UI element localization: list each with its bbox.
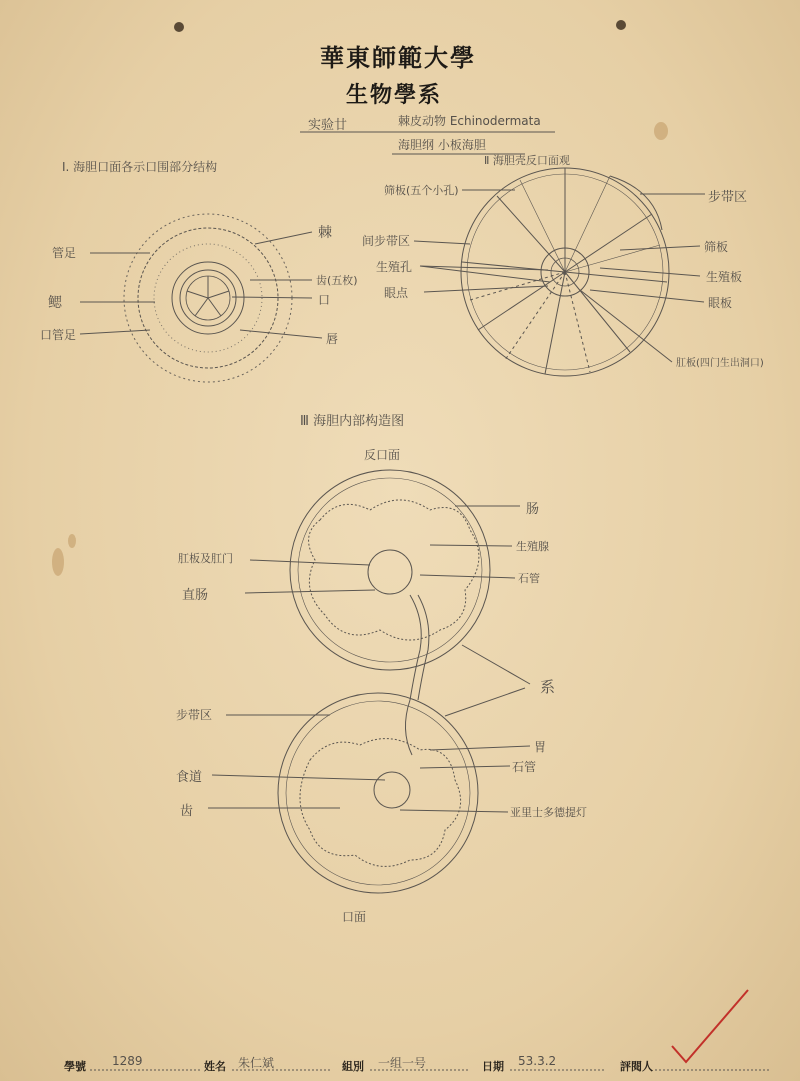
interior-aboral-drawing bbox=[290, 470, 490, 700]
label-aboral-surface: 反口面 bbox=[364, 448, 401, 462]
experiment-class: 海胆纲 小板海胆 bbox=[398, 138, 486, 152]
name-label: 姓名 bbox=[204, 1060, 226, 1073]
label-mesentery: 系 bbox=[540, 678, 556, 696]
name-value: 朱仁斌 bbox=[238, 1056, 275, 1070]
university-title: 華東師範大學 bbox=[320, 43, 476, 72]
label-gills: 鳃 bbox=[48, 295, 62, 311]
department-title: 生物學系 bbox=[346, 82, 443, 108]
label-stone-canal: 石管 bbox=[518, 572, 540, 585]
grader-label: 評閱人 bbox=[620, 1060, 653, 1073]
label-oral-tube-feet: 口管足 bbox=[40, 328, 77, 342]
experiment-number: 实验廿 bbox=[308, 118, 348, 133]
label-gonad: 生殖腺 bbox=[516, 540, 549, 553]
section1-title: I. 海胆口面各示口围部分结构 bbox=[62, 160, 218, 174]
label-rectum: 直肠 bbox=[182, 588, 209, 603]
label-interambulacral: 间步带区 bbox=[362, 234, 411, 248]
student-no-value: 1289 bbox=[112, 1054, 143, 1068]
label-tube-feet: 管足 bbox=[52, 246, 77, 260]
label-anal-plate: 肛板(四门生出洞口) bbox=[676, 358, 764, 369]
label-oral-surface: 口面 bbox=[342, 910, 367, 924]
label-intestine: 肠 bbox=[526, 502, 540, 517]
label-stomach: 胃 bbox=[534, 740, 547, 754]
label-genital-plate: 生殖板 bbox=[706, 270, 743, 284]
label-spine: 棘 bbox=[318, 225, 332, 241]
label-eye-spot: 眼点 bbox=[384, 286, 409, 300]
label-aristotle-lantern: 亚里士多德提灯 bbox=[510, 806, 587, 819]
interior-oral-drawing bbox=[278, 693, 478, 893]
label-anus-region: 肛板及肛门 bbox=[178, 552, 233, 565]
label-stone-canal-2: 石管 bbox=[512, 760, 537, 774]
date-label: 日期 bbox=[482, 1060, 504, 1073]
group-label: 組別 bbox=[342, 1060, 364, 1073]
experiment-phylum: 棘皮动物 Echinodermata bbox=[398, 114, 541, 128]
check-mark-icon bbox=[672, 990, 748, 1062]
label-madreporite: 筛板(五个小孔) bbox=[384, 184, 459, 197]
label-ocular-plate: 眼板 bbox=[708, 296, 733, 310]
section3-title: Ⅲ 海胆内部构造图 bbox=[300, 414, 405, 429]
label-teeth-2: 齿 bbox=[180, 804, 194, 819]
label-madreporic-plate: 筛板 bbox=[704, 240, 729, 254]
label-mouth: 口 bbox=[318, 293, 331, 307]
label-teeth: 齿(五枚) bbox=[316, 274, 358, 287]
oral-view-drawing bbox=[124, 214, 292, 382]
label-esophagus: 食道 bbox=[176, 770, 203, 785]
label-genital-pore: 生殖孔 bbox=[376, 260, 413, 274]
aboral-test-drawing bbox=[461, 168, 669, 376]
label-ambulacral: 步带区 bbox=[708, 190, 748, 205]
label-ambulacral-2: 步带区 bbox=[176, 708, 213, 722]
date-value: 53.3.2 bbox=[518, 1054, 557, 1068]
group-value: 一组一号 bbox=[378, 1056, 427, 1070]
section2-subtitle: Ⅱ 海胆壳反口面观 bbox=[484, 154, 570, 167]
label-peristome: 唇 bbox=[326, 332, 339, 346]
student-no-label: 學號 bbox=[64, 1060, 86, 1073]
